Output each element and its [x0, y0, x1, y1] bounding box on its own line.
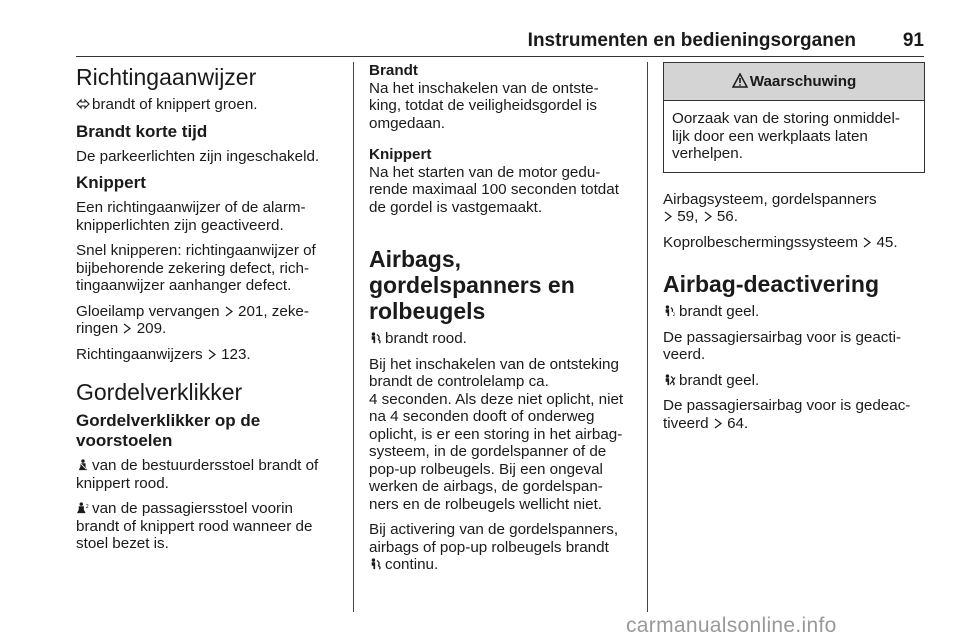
paragraph: Bij activering van de gordelspanners, airbags of pop-up rolbeugels brandt continu.	[369, 521, 619, 573]
paragraph: Bij het inschakelen van de ontsteking brandt de controlelamp ca. 4 seconden. Als deze niet oplicht, niet na 4 seconden dooft of onderweg oplicht, is er een storing in het airbag- systeem, in de gordelspanner of de pop-up rolbeugels. Bij een ongeval werken de airbags, de gordelspan- ners en de rolbeugels wellicht niet.	[369, 355, 624, 513]
warning-body: Oorzaak van de storing onmiddel- lijk door een werkplaats laten verhelpen.	[672, 110, 900, 162]
svg-text:2: 2	[672, 313, 676, 317]
warning-box	[663, 62, 925, 173]
page-header	[76, 26, 924, 57]
column-divider	[647, 62, 648, 612]
paragraph: brandt of knippert groen.	[76, 96, 340, 114]
heading-brandt-korte-tijd: Brandt korte tijd	[76, 121, 208, 141]
warning-triangle-icon	[732, 73, 748, 88]
paragraph: De passagiersairbag voor is geacti- veerd.	[663, 328, 902, 363]
watermark: carmanualsonline.info	[626, 614, 837, 637]
airbag-warning-icon	[369, 558, 383, 570]
reference-arrow-icon	[208, 349, 216, 360]
heading-brandt: Brandt	[369, 62, 418, 79]
warning-header: Waarschuwing	[664, 63, 924, 101]
column-2	[369, 62, 637, 582]
reference-arrow-icon	[714, 418, 722, 429]
heading-knippert: Knippert	[76, 173, 146, 192]
paragraph: Airbagsysteem, gordelspanners 59, 56.	[663, 190, 877, 225]
reference-arrow-icon	[664, 211, 672, 222]
heading-gordelverklikker: Gordelverklikker	[76, 379, 243, 405]
column-1	[76, 62, 340, 561]
paragraph: 2 van de passagiersstoel voorin brandt of knippert rood wanneer de stoel bezet is.	[76, 500, 313, 552]
reference-arrow-icon	[704, 211, 712, 222]
seatbelt-driver-icon	[76, 459, 90, 471]
reference-arrow-icon	[225, 306, 233, 317]
paragraph: Koprolbeschermingssysteem 45.	[663, 233, 898, 251]
airbag-warning-icon	[369, 332, 383, 344]
paragraph: brandt geel.	[663, 372, 925, 390]
paragraph: De passagiersairbag voor is gedeac- tiveerd 64.	[663, 397, 911, 432]
page-title: Instrumenten en bedieningsorganen	[527, 30, 856, 51]
airbag-off-icon	[663, 374, 677, 386]
seatbelt-passenger-icon	[76, 502, 90, 514]
page-number: 91	[902, 30, 924, 51]
paragraph: Een richtingaanwijzer of de alarm- knipperlichten zijn geactiveerd.	[76, 199, 306, 234]
heading-knippert: Knippert	[369, 146, 432, 163]
heading-airbags: Airbags, gordelspanners en rolbeugels	[369, 246, 575, 324]
svg-text:2: 2	[85, 504, 89, 510]
turn-signal-icon	[76, 98, 90, 110]
paragraph: Richtingaanwijzers 123.	[76, 345, 251, 363]
paragraph: Gloeilamp vervangen 201, zeke- ringen 209.	[76, 302, 309, 337]
reference-arrow-icon	[863, 237, 871, 248]
airbag-on-icon	[663, 305, 677, 317]
column-divider	[353, 62, 354, 612]
heading-richtingaanwijzer: Richtingaanwijzer	[76, 64, 257, 90]
paragraph: De parkeerlichten zijn ingeschakeld.	[76, 147, 320, 165]
reference-arrow-icon	[123, 323, 131, 334]
paragraph: Na het starten van de motor gedu- rende maximaal 100 seconden totdat de gordel is vastgemaakt.	[369, 163, 619, 216]
column-3	[663, 62, 925, 440]
paragraph: Snel knipperen: richtingaanwijzer of bijbehorende zekering defect, rich- tingaanwijzer aanhanger defect.	[76, 242, 316, 294]
paragraph: brandt rood.	[369, 330, 637, 348]
heading-gordelverklikker-voorstoelen: Gordelverklikker op de voorstoelen	[76, 411, 261, 450]
paragraph: 2 brandt geel.	[663, 303, 925, 321]
paragraph: van de bestuurdersstoel brandt of knippert rood.	[76, 457, 319, 492]
paragraph: Na het inschakelen van de ontste- king, totdat de veiligheidsgordel is omgedaan.	[369, 79, 599, 132]
heading-airbag-deactivering: Airbag-deactivering	[663, 271, 879, 297]
